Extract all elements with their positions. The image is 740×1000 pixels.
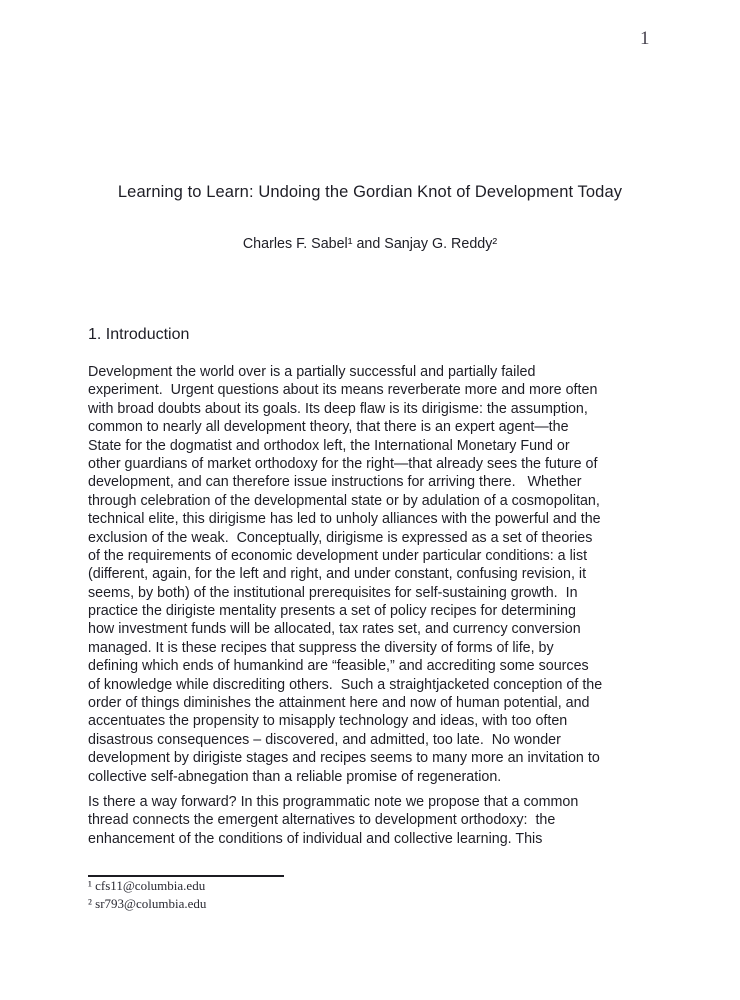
text-line: Is there a way forward? In this programmatic note we propose that a common — [88, 794, 579, 810]
body-paragraph-2 — [88, 793, 688, 848]
text-line: State for the dogmatist and orthodox left, the International Monetary Fund or — [88, 437, 570, 454]
text-line: collective self-abnegation than a reliable promise of regeneration. — [88, 768, 502, 785]
text-line: common to nearly all development theory, that there is an expert agent—the — [88, 419, 569, 436]
text-line: Development the world over is a partially successful and partially failed — [88, 364, 536, 380]
text-line: how investment funds will be allocated, tax rates set, and currency conversion — [88, 621, 581, 638]
text-line: experiment. Urgent questions about its means reverberate more and more often — [88, 382, 598, 399]
text-line: thread connects the emergent alternatives to development orthodoxy: the — [88, 812, 556, 829]
authors-line: Charles F. Sabel¹ and Sanjay G. Reddy² — [242, 236, 498, 252]
text-line: other guardians of market orthodoxy for the right—that already sees the future of — [88, 455, 598, 472]
text-line: order of things diminishes the attainment here and now of human potential, and — [88, 695, 590, 712]
text-line: of the requirements of economic development under particular conditions: a list — [88, 547, 588, 564]
text-line: enhancement of the conditions of individual and collective learning. This — [88, 830, 543, 847]
text-line: accentuates the propensity to misapply technology and ideas, with too often — [88, 713, 568, 730]
text-line: through celebration of the developmental state or by adulation of a cosmopolitan, — [88, 492, 600, 509]
footnote: ¹ cfs11@columbia.edu — [88, 878, 206, 893]
text-line: with broad doubts about its goals. Its deep flaw is its dirigisme: the assumption, — [88, 400, 588, 417]
paper-title: Learning to Learn: Undoing the Gordian Knot of Development Today — [117, 183, 623, 201]
text-line: disastrous consequences – discovered, and admitted, too late. No wonder — [88, 731, 561, 748]
text-line: of knowledge while discrediting others. Such a straightjacketed conception of the — [88, 676, 603, 693]
page-number: 1 — [640, 28, 650, 49]
text-line: managed. It is these recipes that suppress the diversity of forms of life, by — [88, 639, 554, 656]
text-line: technical elite, this dirigisme has led to unholy alliances with the powerful and the — [88, 511, 601, 528]
text-line: (different, again, for the left and right, and under constant, confusing revision, it — [88, 566, 587, 583]
text-line: development by dirigiste stages and recipes seems to many more an invitation to — [88, 750, 600, 767]
text-line: defining which ends of humankind are “feasible,” and accrediting some sources — [88, 658, 589, 675]
body-paragraph-1 — [88, 363, 688, 786]
footnotes — [88, 877, 206, 913]
text-line: practice the dirigiste mentality presents a set of policy recipes for determining — [88, 603, 576, 620]
text-line: seems, by both) of the institutional prerequisites for self-sustaining growth. In — [88, 584, 578, 601]
text-line: exclusion of the weak. Conceptually, dirigisme is expressed as a set of theories — [88, 529, 593, 546]
section-heading-introduction: 1. Introduction — [88, 326, 190, 343]
footnote: ² sr793@columbia.edu — [88, 896, 207, 911]
text-line: development, and can therefore issue instructions for arriving there. Whether — [88, 474, 582, 491]
